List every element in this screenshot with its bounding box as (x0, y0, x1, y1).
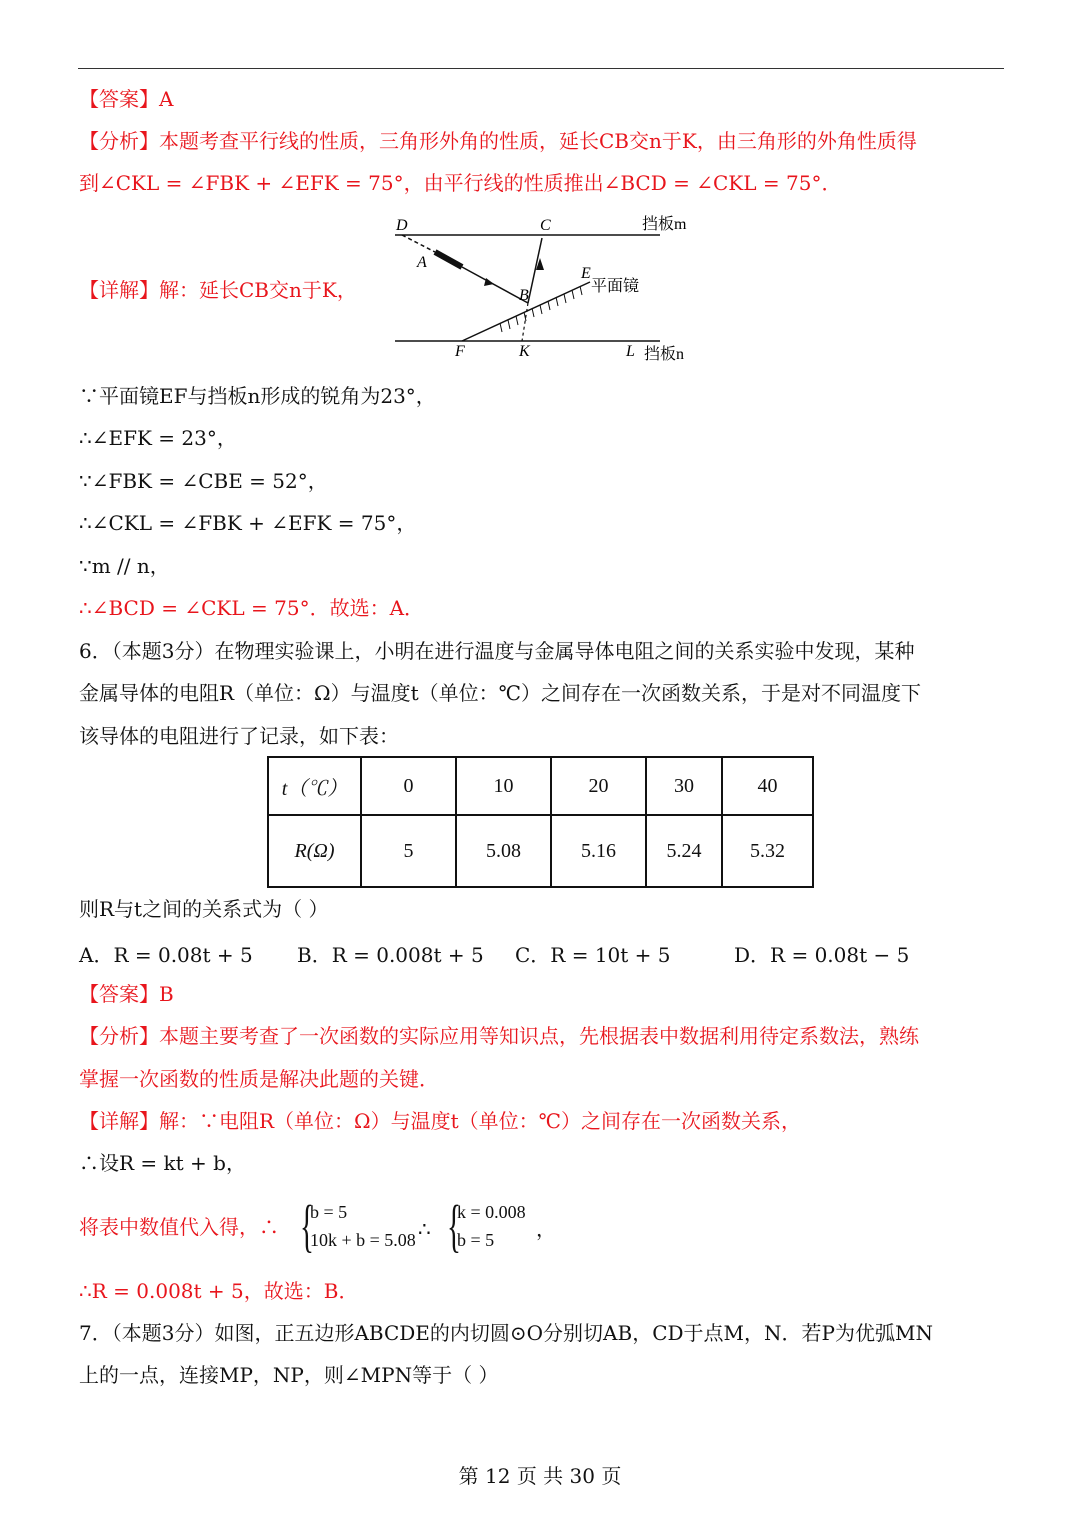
q5-step-5: ∵m // n， (79, 554, 170, 578)
table-cell: 5.16 (551, 815, 646, 887)
mirror-hatch (500, 286, 582, 332)
q6-therefore-symbol: ∴ (418, 1217, 431, 1241)
table-header-r: R(Ω) (268, 815, 361, 887)
table-cell: 5.32 (722, 815, 813, 887)
q7-stem-line2: 上的一点，连接MP，NP，则∠MPN等于（ ） (79, 1363, 499, 1387)
q6-option-a: A．R = 0.08t + 5 (79, 943, 253, 967)
q7-stem-line1: 7．（本题3分）如图，正五边形ABCDE的内切圆⊙O分别切AB，CD于点M，N．若P为优弧MN (79, 1321, 933, 1345)
q6-stem-line1: 6．（本题3分）在物理实验课上，小明在进行温度与金属导体电阻之间的关系实验中发现，某种 (79, 639, 915, 663)
reflected-ray (528, 238, 542, 303)
label-K: K (519, 343, 530, 360)
label-B: B (519, 287, 529, 304)
label-A: A (417, 254, 427, 271)
table-cell: 10 (456, 757, 551, 815)
header-rule (78, 68, 1004, 69)
page-footer: 第 12 页 共 30 页 (458, 1464, 622, 1488)
label-C: C (540, 217, 551, 234)
table-row-r (268, 815, 813, 887)
q6-answer: 【答案】B (79, 982, 174, 1006)
q6-equation-system-1: { b = 5 10k + b = 5.08 (300, 1193, 416, 1258)
system1-eq1: b = 5 (310, 1202, 348, 1222)
q6-stem-line3: 该导体的电阻进行了记录，如下表： (79, 724, 399, 748)
label-E: E (581, 265, 591, 282)
q5-step-1: ∵平面镜EF与挡板n形成的锐角为23°， (79, 384, 436, 408)
table-cell: 0 (361, 757, 456, 815)
q6-option-d: D．R = 0.08t − 5 (734, 943, 910, 967)
q5-step-2: ∴∠EFK = 23°， (79, 426, 237, 450)
table-cell: 5.24 (646, 815, 722, 887)
label-plane-mirror: 平面镜 (591, 278, 640, 295)
system2-eq1: k = 0.008 (457, 1202, 526, 1222)
table-cell: 20 (551, 757, 646, 815)
q6-substitute-text: 将表中数值代入得，∴ (79, 1215, 279, 1239)
label-D: D (396, 217, 408, 234)
table-cell: 30 (646, 757, 722, 815)
q5-analysis-line2: 到∠CKL = ∠FBK + ∠EFK = 75°，由平行线的性质推出∠BCD = ∠CKL = 75°． (79, 171, 842, 195)
table-row-t (268, 757, 813, 815)
q6-detail-comma: ， (536, 1217, 556, 1241)
table-cell: 40 (722, 757, 813, 815)
q5-step-4: ∴∠CKL = ∠FBK + ∠EFK = 75°， (79, 511, 417, 535)
q6-question: 则R与t之间的关系式为（ ） (79, 897, 329, 921)
q6-analysis-line2: 掌握一次函数的性质是解决此题的关键． (79, 1067, 439, 1091)
q5-mirror-figure (390, 210, 710, 370)
system2-eq2: b = 5 (457, 1230, 495, 1250)
system1-eq2: 10k + b = 5.08 (310, 1230, 416, 1250)
extension-cb-dashed (522, 303, 528, 341)
q6-equation-system-2: { k = 0.008 b = 5 (447, 1193, 526, 1258)
q6-analysis-line1: 【分析】本题主要考查了一次函数的实际应用等知识点，先根据表中数据利用待定系数法，熟练 (79, 1024, 919, 1048)
q6-data-table (267, 756, 814, 888)
q6-conclusion: ∴R = 0.008t + 5，故选：B． (79, 1279, 359, 1303)
table-cell: 5 (361, 815, 456, 887)
label-F: F (455, 343, 465, 360)
q5-step-6: ∴∠BCD = ∠CKL = 75°．故选：A． (79, 596, 425, 620)
q5-answer: 【答案】A (79, 87, 174, 111)
incident-dashed (402, 235, 435, 252)
q6-option-c: C．R = 10t + 5 (515, 943, 671, 967)
q5-step-3: ∵∠FBK = ∠CBE = 52°， (79, 469, 328, 493)
q6-option-b: B．R = 0.008t + 5 (297, 943, 484, 967)
label-baffle-m: 挡板m (642, 216, 687, 233)
q6-detail-line2: ∴设R = kt + b， (79, 1151, 246, 1175)
q5-analysis-line1: 【分析】本题考查平行线的性质，三角形外角的性质，延长CB交n于K，由三角形的外角性质得 (79, 129, 917, 153)
q6-stem-line2: 金属导体的电阻R（单位：Ω）与温度t（单位：℃）之间存在一次函数关系，于是对不同温度下 (79, 681, 922, 705)
table-cell: 5.08 (456, 815, 551, 887)
q6-detail-line1: 【详解】解：∵电阻R（单位：Ω）与温度t（单位：℃）之间存在一次函数关系， (79, 1109, 802, 1133)
q5-detail-intro: 【详解】解：延长CB交n于K， (79, 278, 357, 302)
label-baffle-n: 挡板n (644, 346, 685, 363)
label-L: L (626, 343, 635, 360)
light-source-bar (435, 252, 462, 267)
table-header-t: t（℃） (268, 757, 361, 815)
